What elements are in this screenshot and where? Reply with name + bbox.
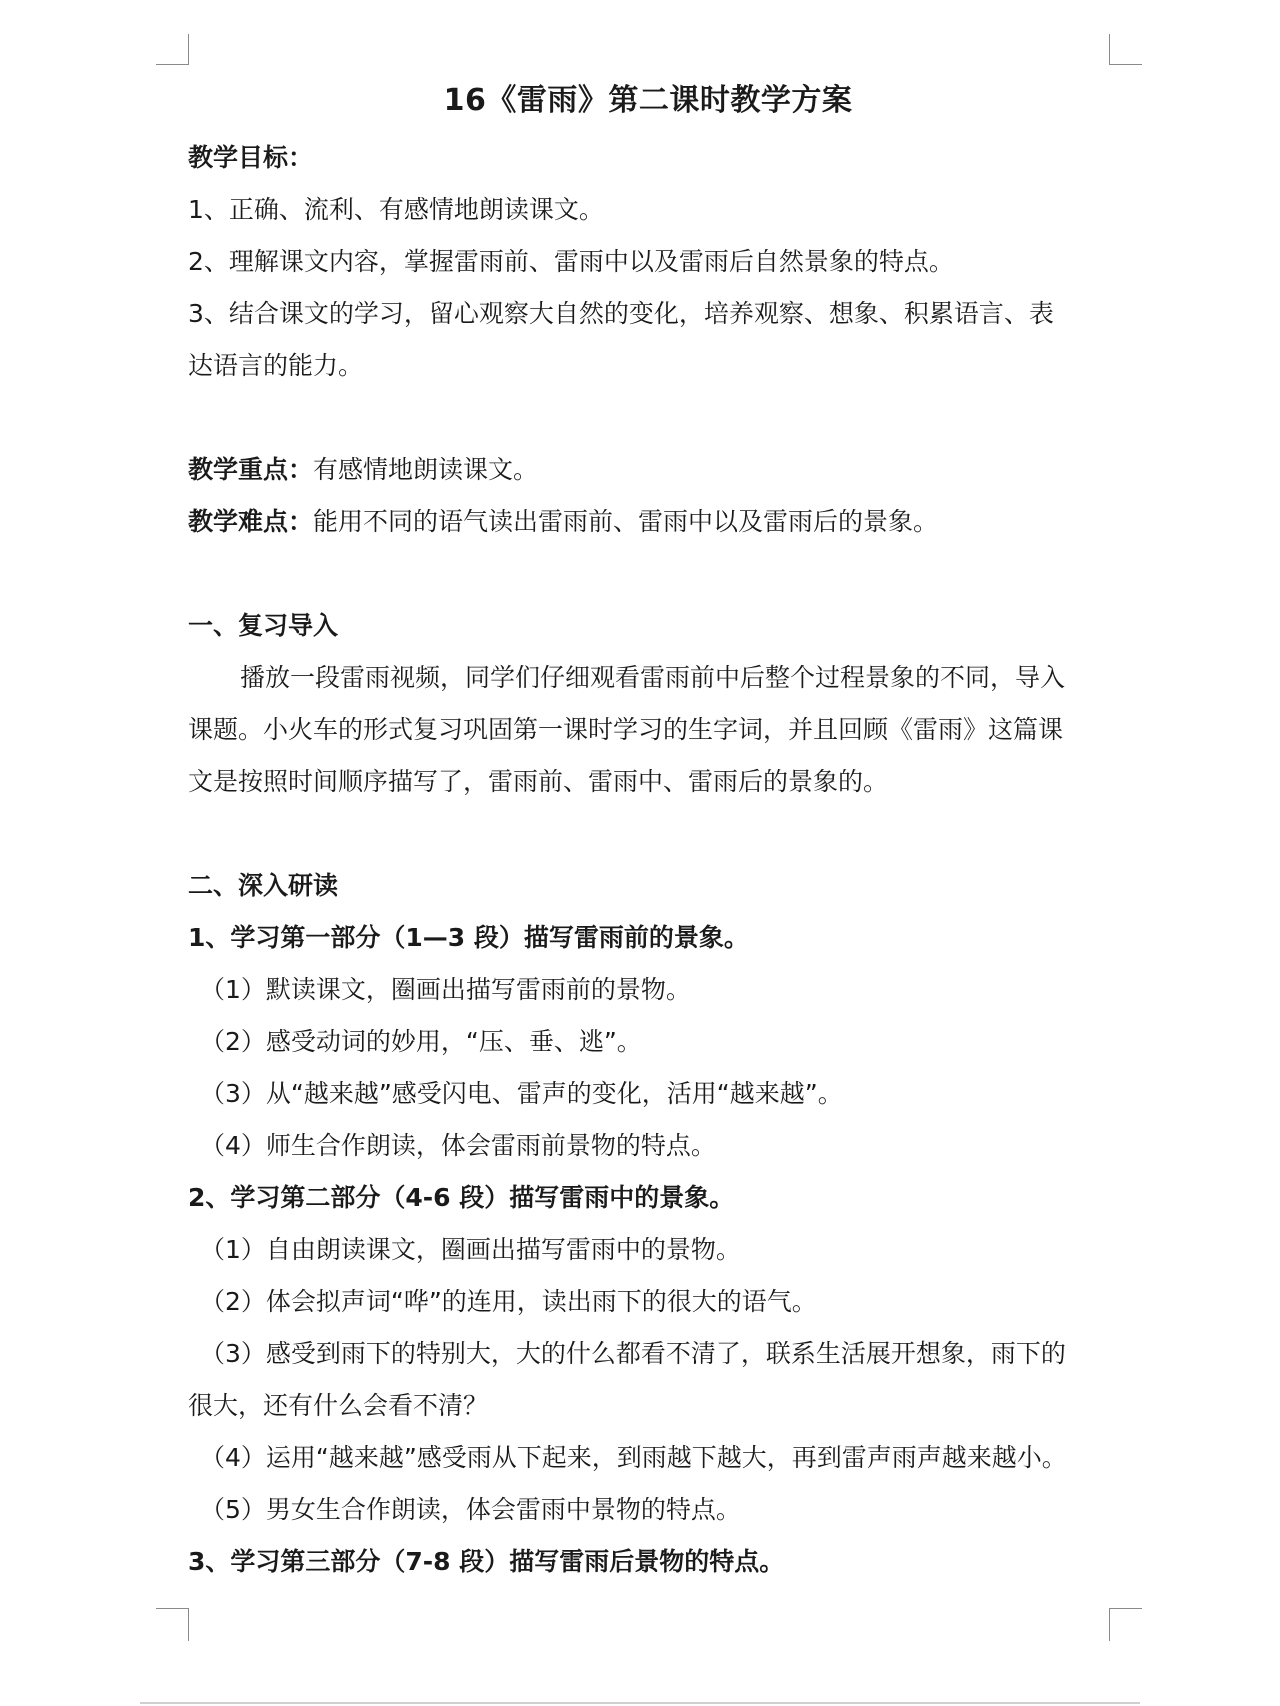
paragraph-line: 课题。小火车的形式复习巩固第一课时学习的生字词，并且回顾《雷雨》这篇课	[188, 715, 1064, 744]
section2-heading: 二、深入研读	[188, 871, 339, 900]
list-item: （2）体会拟声词“哗”的连用，读出雨下的很大的语气。	[200, 1287, 817, 1316]
spacer	[188, 392, 1108, 444]
list-item: （4）运用“越来越”感受雨从下起来，到雨越下越大，再到雷声雨声越来越小。	[200, 1443, 1067, 1472]
list-item: （3）感受到雨下的特别大，大的什么都看不清了，联系生活展开想象，雨下的	[200, 1339, 1066, 1368]
list-item: （4）师生合作朗读，体会雷雨前景物的特点。	[200, 1131, 716, 1160]
page-bottom-rule	[140, 1702, 1140, 1704]
crop-mark-bottom-right	[1109, 1608, 1142, 1641]
list-item: （5）男女生合作朗读，体会雷雨中景物的特点。	[200, 1495, 741, 1524]
difficult-point-label: 教学难点：	[188, 507, 314, 536]
difficult-point-line	[188, 496, 1108, 548]
crop-mark-top-left	[156, 34, 189, 65]
list-item: （2）感受动词的妙用，“压、垂、逃”。	[200, 1027, 642, 1056]
objective-item: 达语言的能力。	[188, 351, 364, 380]
list-item-continuation: 很大，还有什么会看不清？	[188, 1391, 489, 1420]
section1-heading: 一、复习导入	[188, 611, 339, 640]
list-item: （1）默读课文，圈画出描写雷雨前的景物。	[200, 975, 691, 1004]
paragraph-line: 播放一段雷雨视频，同学们仔细观看雷雨前中后整个过程景象的不同，导入	[240, 663, 1066, 692]
spacer	[188, 548, 1108, 600]
part1-heading: 1、学习第一部分（1—3 段）描写雷雨前的景象。	[188, 923, 749, 952]
part2-heading: 2、学习第二部分（4-6 段）描写雷雨中的景象。	[188, 1183, 735, 1212]
document-title: 16《雷雨》第二课时教学方案	[443, 83, 853, 118]
difficult-point-text: 能用不同的语气读出雷雨前、雷雨中以及雷雨后的景象。	[313, 507, 939, 536]
document-body	[188, 70, 1108, 1588]
spacer	[188, 808, 1108, 860]
objective-item: 2、理解课文内容，掌握雷雨前、雷雨中以及雷雨后自然景象的特点。	[188, 247, 954, 276]
objective-item: 3、结合课文的学习，留心观察大自然的变化，培养观察、想象、积累语言、表	[188, 299, 1054, 328]
part3-heading: 3、学习第三部分（7-8 段）描写雷雨后景物的特点。	[188, 1547, 785, 1576]
paragraph-line: 文是按照时间顺序描写了，雷雨前、雷雨中、雷雨后的景象的。	[188, 767, 889, 796]
key-point-label: 教学重点：	[188, 455, 314, 484]
key-point-line	[188, 444, 1108, 496]
key-point-text: 有感情地朗读课文。	[313, 455, 539, 484]
list-item: （3）从“越来越”感受闪电、雷声的变化，活用“越来越”。	[200, 1079, 843, 1108]
list-item: （1）自由朗读课文，圈画出描写雷雨中的景物。	[200, 1235, 741, 1264]
crop-mark-top-right	[1109, 34, 1142, 65]
crop-mark-bottom-left	[156, 1608, 189, 1641]
objectives-heading: 教学目标：	[188, 143, 314, 172]
objective-item: 1、正确、流利、有感情地朗读课文。	[188, 195, 604, 224]
